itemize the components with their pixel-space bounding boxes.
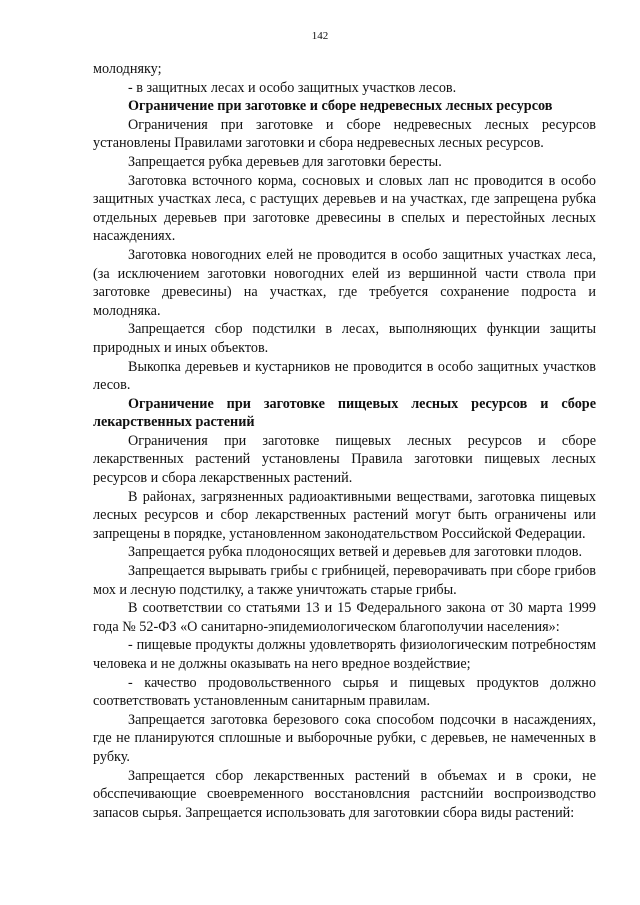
paragraph: Запрещается вырывать грибы с грибницей, переворачивать при сборе грибов мох и лесную подстилку, а также уничтожать старые грибы. [93,563,596,598]
list-item: - качество продовольственного сырья и пищевых продуктов должно соответствовать установленным санитарным правилам. [93,674,596,710]
list-item: - в защитных лесах и особо защитных участков лесов. [128,79,457,96]
document-body [93,60,596,822]
paragraph: Запрещается сбор лекарственных растений в объемах и в сроки, не обсспечивающие своевременного восстановлсния растснийи воспроизводство запасов сырья. Запрещается использовать для заготовкии сбора виды растений: [93,767,596,821]
paragraph: В соответствии со статьями 13 и 15 Федерального закона от 30 марта 1999 года № 52-ФЗ «О санитарно-эпидемиологическом благополучии населения»: [93,600,596,635]
paragraph: Запрещается сбор подстилки в лесах, выполняющих функции защиты природных и иных объектов. [93,321,596,356]
paragraph: Запрещается рубка деревьев для заготовки бересты. [128,153,442,170]
paragraph: В районах, загрязненных радиоактивными веществами, заготовка пищевых лесных ресурсов и сбор лекарственных растений могут быть ограничены или запрещены в порядке, установленном законодательством Российской Федерации. [93,488,596,542]
paragraph: Запрещается заготовка березового сока способом подсочки в насаждениях, где не планируются сплошные и выборочные рубки, с деревьев, не намеченных в рубку. [93,711,596,765]
section-heading: Ограничение при заготовке пищевых лесных ресурсов и сборе лекарственных растений [93,395,596,431]
paragraph: Заготовка всточного корма, сосновых и словых лап нс проводится в особо защитных участках леса, с растущих деревьев и на участках, где запрещена рубка отдельных деревьев при заготовке древесины в спелых и перестойных лесных насаждениях. [93,172,596,245]
paragraph: Ограничения при заготовке и сборе недревесных лесных ресурсов установлены Правилами заготовки и сбора недревесных лесных ресурсов. [93,116,596,152]
paragraph: Ограничения при заготовке пищевых лесных ресурсов и сборе лекарственных растений установлены Правила заготовки пищевых лесных ресурсов и сбора лекарственных растений. [93,432,596,487]
paragraph: Заготовка новогодних елей не проводится в особо защитных участках леса, (за исключением заготовки новогодних елей из вершинной части ствола при заготовке древесины) на участках, где требуется сохранение подроста и молодняка. [93,246,596,319]
paragraph: Выкопка деревьев и кустарников не проводится в особо защитных участков лесов. [93,358,596,394]
paragraph: Запрещается рубка плодоносящих ветвей и деревьев для заготовки плодов. [128,544,583,561]
section-heading: Ограничение при заготовке и сборе недревесных лесных ресурсов [128,98,553,115]
paragraph-continuation: молодняку; [93,61,162,77]
list-item: - пищевые продукты должны удовлетворять физиологическим потребностям человека и не должны оказывать на него вредное воздействие; [93,637,596,672]
page-number: 142 [311,30,329,42]
